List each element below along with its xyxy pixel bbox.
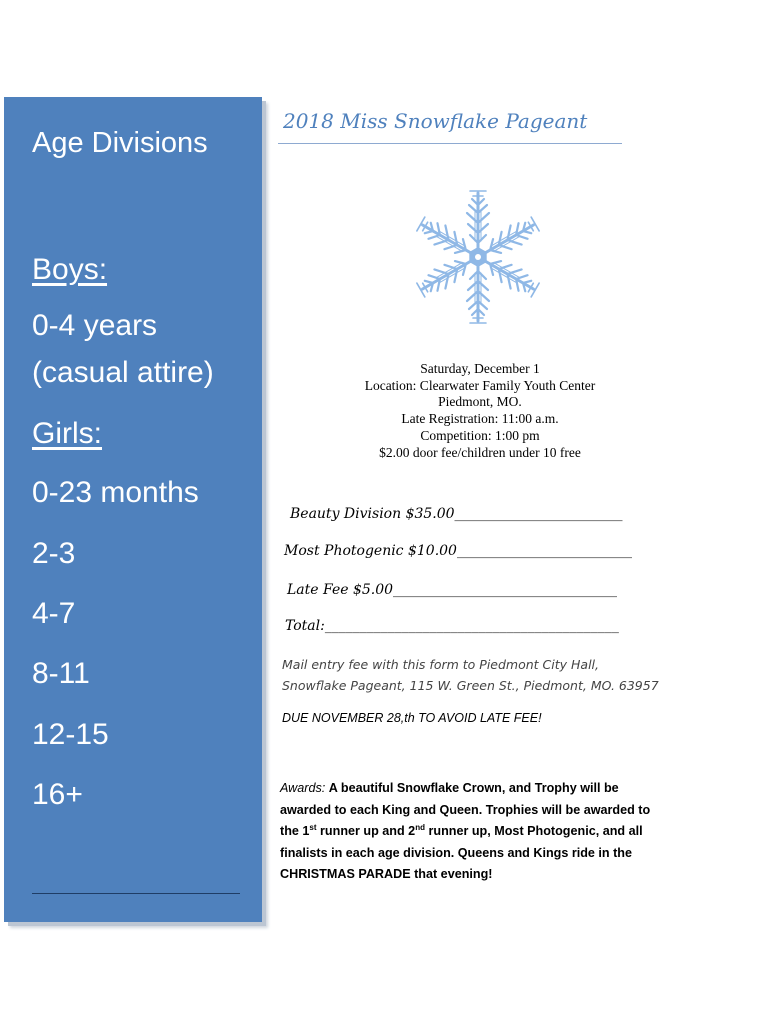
girls-division-item: 8-11 <box>32 657 90 690</box>
age-divisions-title: Age Divisions <box>32 127 208 159</box>
age-divisions-panel <box>4 97 262 922</box>
event-details <box>300 361 660 461</box>
title-divider <box>278 143 622 144</box>
event-door-fee: $2.00 door fee/children under 10 free <box>379 444 581 460</box>
awards-text: runner up, Most Photogenic, and all <box>424 824 643 838</box>
awards-text: the 1 <box>280 824 310 838</box>
awards-text: CHRISTMAS PARADE that evening! <box>280 867 493 881</box>
total-line: Total:__________________________________________ <box>285 618 619 634</box>
boys-division-item: 0-4 years <box>32 309 158 342</box>
awards-text: A beautiful Snowflake Crown, and Trophy will be <box>328 781 619 795</box>
mail-line: Snowflake Pageant, 115 W. Green St., Piedmont, MO. 63957 <box>282 678 659 693</box>
sidebar-divider <box>32 893 240 894</box>
event-late-registration: Late Registration: 11:00 a.m. <box>401 411 559 427</box>
girls-division-item: 16+ <box>32 778 83 811</box>
awards-section <box>280 778 700 886</box>
event-date: Saturday, December 1 <box>420 361 540 376</box>
awards-label: Awards: <box>280 781 326 795</box>
girls-division-item: 0-23 months <box>32 476 199 509</box>
due-date-notice: DUE NOVEMBER 28,th TO AVOID LATE FEE! <box>282 711 542 725</box>
event-competition-time: Competition: 1:00 pm <box>420 427 540 443</box>
event-city: Piedmont, MO. <box>438 394 522 410</box>
boys-heading: Boys: <box>32 253 108 286</box>
awards-text: runner up and 2 <box>316 824 416 838</box>
ordinal-suffix: nd <box>415 823 425 832</box>
pageant-title: 2018 Miss Snowflake Pageant <box>283 109 588 133</box>
awards-text: awarded to each King and Queen. Trophies will be awarded to <box>280 802 651 817</box>
ordinal-suffix: st <box>309 823 317 832</box>
snowflake-icon <box>401 190 555 324</box>
event-location: Location: Clearwater Family Youth Center <box>364 377 596 393</box>
beauty-division-fee-line: Beauty Division $35.00________________________ <box>290 506 623 522</box>
boys-division-item: (casual attire) <box>32 356 214 389</box>
mail-line: Mail entry fee with this form to Piedmont City Hall, <box>282 657 599 672</box>
girls-division-item: 2-3 <box>32 537 76 570</box>
most-photogenic-fee-line: Most Photogenic $10.00_________________________ <box>284 543 632 559</box>
girls-division-item: 12-15 <box>32 718 109 751</box>
mail-instructions <box>282 654 659 696</box>
girls-division-item: 4-7 <box>32 597 76 630</box>
awards-text: finalists in each age division. Queens and Kings ride in the <box>280 845 633 860</box>
late-fee-line: Late Fee $5.00________________________________ <box>287 582 618 598</box>
girls-heading: Girls: <box>32 417 102 450</box>
